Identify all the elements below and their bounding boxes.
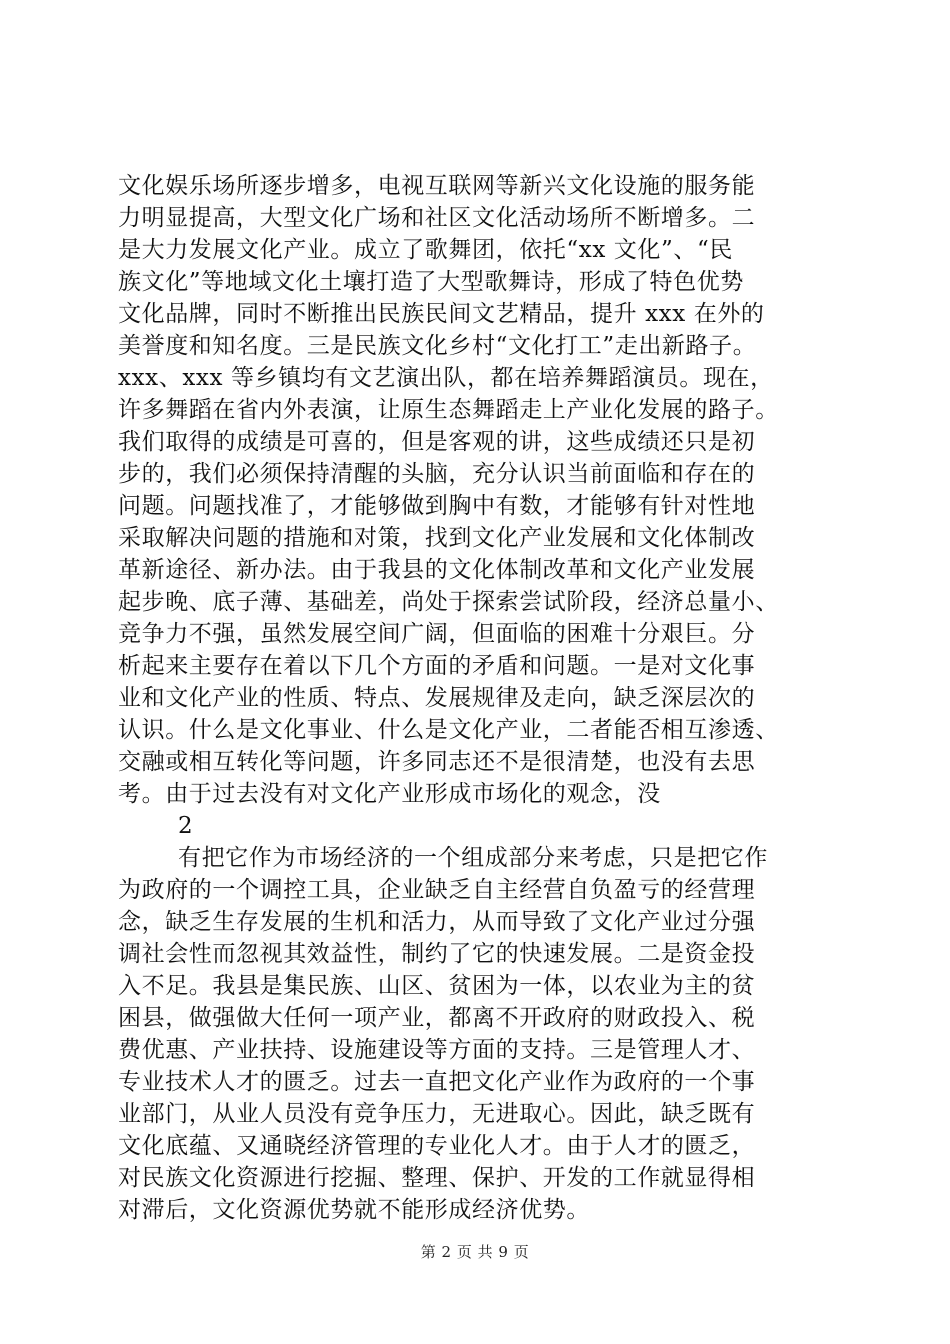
paragraph-continued bbox=[118, 170, 838, 810]
text-line: 业和文化产业的性质、特点、发展规律及走向，缺乏深层次的 bbox=[118, 685, 756, 711]
text-line: 是大力发展文化产业。成立了歌舞团，依托“xx 文化”、“民 bbox=[118, 237, 733, 263]
text-line: 业部门，从业人员没有竞争压力，无进取心。因此，缺乏既有 bbox=[118, 1101, 756, 1127]
page-number-marker: 2 bbox=[178, 813, 193, 839]
text-line: 有把它作为市场经济的一个组成部分来考虑，只是把它作 bbox=[178, 845, 768, 871]
text-line: 美誉度和知名度。三是民族文化乡村“文化打工”走出新路子。 bbox=[118, 333, 757, 359]
text-line: 对滞后，文化资源优势就不能形成经济优势。 bbox=[118, 1197, 590, 1223]
text-line: 认识。什么是文化事业、什么是文化产业，二者能否相互渗透、 bbox=[118, 717, 779, 743]
text-line: 困县，做强做大任何一项产业，都离不开政府的财政投入、税 bbox=[118, 1005, 756, 1031]
text-line: 调社会性而忽视其效益性，制约了它的快速发展。二是资金投 bbox=[118, 941, 756, 967]
document-body bbox=[118, 170, 838, 1226]
text-line: 力明显提高，大型文化广场和社区文化活动场所不断增多。二 bbox=[118, 205, 756, 231]
text-line: 对民族文化资源进行挖掘、整理、保护、开发的工作就显得相 bbox=[118, 1165, 756, 1191]
text-line: 为政府的一个调控工具，企业缺乏自主经营自负盈亏的经营理 bbox=[118, 877, 756, 903]
text-line: 文化底蕴、又通晓经济管理的专业化人才。由于人才的匮乏， bbox=[118, 1133, 756, 1159]
text-line: 费优惠、产业扶持、设施建设等方面的支持。三是管理人才、 bbox=[118, 1037, 756, 1063]
text-line: 革新途径、新办法。由于我县的文化体制改革和文化产业发展 bbox=[118, 557, 756, 583]
text-line: 念，缺乏生存发展的生机和活力，从而导致了文化产业过分强 bbox=[118, 909, 756, 935]
text-line: 采取解决问题的措施和对策，找到文化产业发展和文化体制改 bbox=[118, 525, 756, 551]
text-line: 问题。问题找准了，才能够做到胸中有数，才能够有针对性地 bbox=[118, 493, 756, 519]
text-line: xxx、xxx 等乡镇均有文艺演出队，都在培养舞蹈演员。现在， bbox=[118, 365, 774, 391]
text-line: 文化品牌，同时不断推出民族民间文艺精品，提升 xxx 在外的 bbox=[118, 301, 765, 327]
text-line: 竞争力不强，虽然发展空间广阔，但面临的困难十分艰巨。分 bbox=[118, 621, 756, 647]
text-line: 交融或相互转化等问题，许多同志还不是很清楚，也没有去思 bbox=[118, 749, 756, 775]
text-line: 步的，我们必须保持清醒的头脑，充分认识当前面临和存在的 bbox=[118, 461, 756, 487]
text-line: 我们取得的成绩是可喜的，但是客观的讲，这些成绩还只是初 bbox=[118, 429, 756, 455]
text-line: 起步晚、底子薄、基础差，尚处于探索尝试阶段，经济总量小、 bbox=[118, 589, 779, 615]
paragraph-new bbox=[118, 842, 838, 1226]
text-line: 析起来主要存在着以下几个方面的矛盾和问题。一是对文化事 bbox=[118, 653, 756, 679]
text-line: 许多舞蹈在省内外表演，让原生态舞蹈走上产业化发展的路子。 bbox=[118, 397, 779, 423]
text-line: 入不足。我县是集民族、山区、贫困为一体，以农业为主的贫 bbox=[118, 973, 756, 999]
page-footer: 第 2 页 共 9 页 bbox=[420, 1243, 530, 1261]
text-line: 文化娱乐场所逐步增多，电视互联网等新兴文化设施的服务能 bbox=[118, 173, 756, 199]
text-line: 考。由于过去没有对文化产业形成市场化的观念，没 bbox=[118, 781, 661, 807]
text-line: 专业技术人才的匮乏。过去一直把文化产业作为政府的一个事 bbox=[118, 1069, 756, 1095]
text-line: 族文化”等地域文化土壤打造了大型歌舞诗，形成了特色优势 bbox=[118, 269, 744, 295]
